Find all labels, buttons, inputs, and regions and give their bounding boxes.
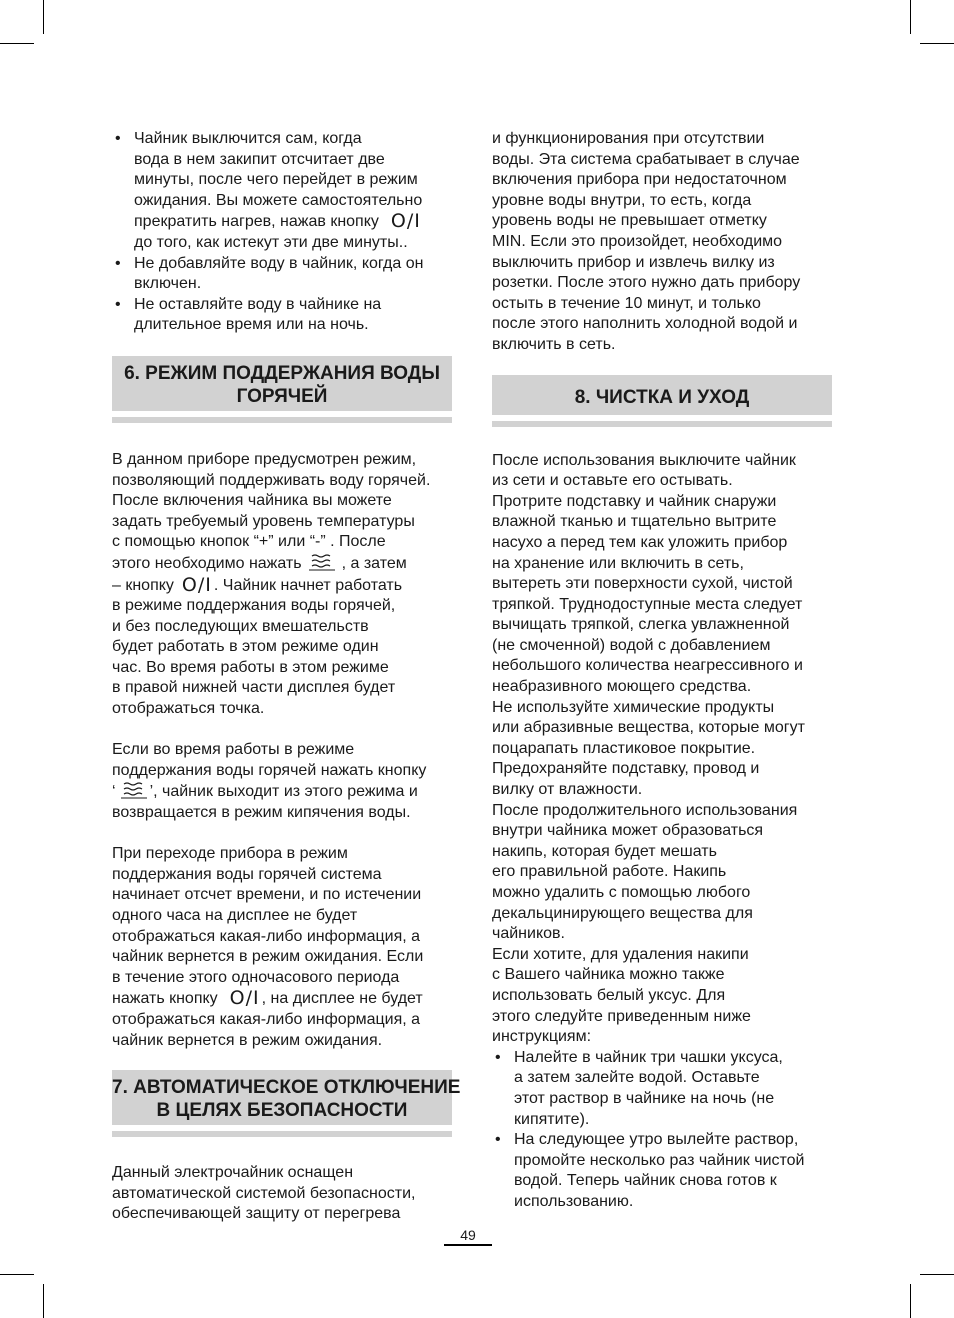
crop-mark — [920, 43, 954, 44]
bullet-dot: • — [495, 1131, 501, 1149]
power-button-icon: O/I — [181, 573, 212, 596]
section-7-paragraph-continued: и функционирования при отсутствии воды. Эта система срабатывает в случае включения прибора при недостаточном уровне воды внутри, то есть, когда уровень воды не превышает отметку MIN. Если это произойдет, необходимо выключить прибор и извлечь вилку из розетки. После этого нужно дать прибору остыть в течение 10 минут, и только после этого наполнить холодной водой и включить в сеть. — [492, 130, 801, 353]
crop-mark — [43, 1284, 44, 1318]
crop-mark — [910, 1284, 911, 1318]
section-7-paragraph-1: Данный электрочайник оснащен автоматической системой безопасности, обеспечивающей защиту от перегрева — [112, 1164, 416, 1223]
bullet-dot: • — [495, 1048, 501, 1066]
bullet-item: • Налейте в чайник три чашки уксуса, а затем залейте водой. Оставьте этот раствор в чайнике на ночь (не кипятите). — [495, 1048, 783, 1128]
section-7-title: 7. АВТОМАТИЧЕСКОЕ ОТКЛЮЧЕНИЕ В ЦЕЛЯХ БЕЗОПАСНОСТИ — [112, 1070, 452, 1131]
crop-mark — [910, 0, 911, 34]
left-column — [112, 129, 461, 1225]
section-6-title: 6. РЕЖИМ ПОДДЕРЖАНИЯ ВОДЫ ГОРЯЧЕЙ — [112, 356, 452, 417]
bullet-item: • На следующее утро вылейте раствор, промойте несколько раз чайник чистой водой. Теперь чайник снова готов к использованию. — [495, 1131, 805, 1210]
bullet-item: • Не добавляйте воду в чайник, когда он включен. — [115, 254, 424, 293]
power-button-icon: O/I — [390, 210, 421, 233]
right-column — [492, 129, 832, 1213]
section-6-paragraph-3: При переходе прибора в режим поддержания воды горячей система начинает отсчет времени, и по истечении одного часа на дисплее не будет отображаться какая-либо информация, а чайник вернется в режим ожидания. Если в течение этого одночасового периода нажать кнопку O/I , на дисплее не будет отображаться какая-либо информация, а чайник вернется в режим ожидания. — [112, 845, 424, 1049]
keep-warm-icon — [120, 781, 148, 799]
page-number: 49 — [460, 1227, 476, 1243]
section-8-title: 8. ЧИСТКА И УХОД — [492, 375, 832, 421]
crop-mark — [0, 43, 34, 44]
power-button-icon: O/I — [229, 987, 260, 1010]
bullet-dot: • — [115, 295, 121, 313]
bullet-item: • Не оставляйте воду в чайнике на длительное время или на ночь. — [115, 295, 382, 334]
page-number-rule — [444, 1244, 492, 1246]
crop-mark — [43, 0, 44, 34]
crop-mark — [920, 1274, 954, 1275]
section-6-paragraph-2: Если во время работы в режиме поддержания воды горячей нажать кнопку ‘ ’, чайник выходит из этого режима и возвращается в режим кипячения воды. — [112, 741, 427, 822]
bullet-dot: • — [115, 254, 121, 272]
bullet-dot: • — [115, 130, 121, 147]
section-6-paragraph-1: В данном приборе предусмотрен режим, позволяющий поддерживать воду горячей. После включения чайника вы можете задать требуемый уровень температуры с помощью кнопок “+” или “-” . После этого необходимо нажать , а затем – кнопку O/I . Чайник начнет работать в режиме поддержания воды горячей, и без последующих вмешательств будет работать в этом режиме один час. Во время работы в этом режиме в правой нижней части дисплея будет отображаться точка. — [112, 450, 431, 718]
section-8-paragraph-1: После использования выключите чайник из сети и оставьте его остывать. Протрите подставку и чайник снаружи влажной тканью и тщательно вытрите насухо а перед тем как уложить прибор на хранение или включить в сеть, вытереть эти поверхности сухой, чистой тряпкой. Труднодоступные места следует вычищать тряпкой, слегка увлажненной (не смоченной) водой с добавлением небольшого количества неагрессивного и неабразивного моющего средства. Не используйте химические продукты или абразивные вещества, которые могут поцарапать пластиковое покрытие. Предохраняйте подставку, провод и вилку от влажности. После продолжительного использования внутри чайника может образоваться накипь, которая будет мешать его правильной работе. Накипь можно удалить с помощью любого декальцинирующего вещества для чайников. Если хотите, для удаления накипи с Вашего чайника можно также использовать белый уксус. Для этого следуйте приведенным ниже инструкциям: — [492, 451, 805, 1046]
crop-mark — [0, 1274, 34, 1275]
bullet-item: • Чайник выключится сам, когда вода в нем закипит отсчитает две минуты, после чего перейдет в режим ожидания. Вы можете самостоятельно прекратить нагрев, нажав кнопку O/I до того, как истекут эти две минуты.. — [112, 129, 452, 254]
keep-warm-icon — [308, 553, 336, 571]
